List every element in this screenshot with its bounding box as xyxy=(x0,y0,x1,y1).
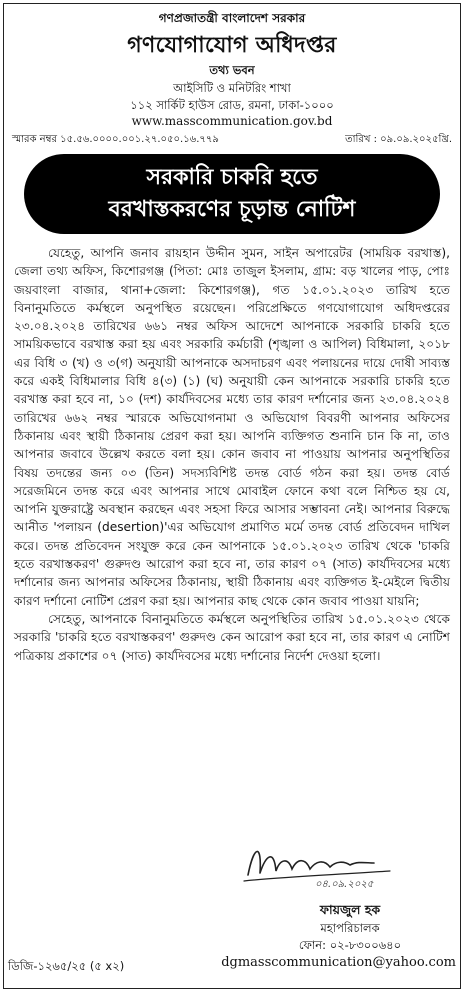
address: ১১২ সার্কিট হাউস রোড, রমনা, ঢাকা-১০০০ xyxy=(130,98,334,112)
body-paragraph-2: সেহেতু, আপনাকে বিনানুমতিতে কর্মস্থলে অনুপস্থিতির তারিখ ১৫.০১.২০২৩ থেকে সরকারি 'চাকরি হতে বরখাস্তকরণ' গুরুদণ্ড কেন আরোপ করা হবে না, তার কারণ এ নোটিশ পত্রিকায় প্রকাশের ০৭ (সাত) কার্যদিবসের মধ্যে দর্শানোর নির্দেশ দেওয়া হলো। xyxy=(14,611,450,663)
government-title: গণপ্রজাতন্ত্রী বাংলাদেশ সরকার xyxy=(158,11,306,25)
reference-row xyxy=(12,132,452,149)
banner-line-1: সরকারি চাকরি হতে xyxy=(146,165,318,190)
banner-line-2: বরখাস্তকরণের চূড়ান্ত নোটিশ xyxy=(108,197,356,222)
memo-number: স্মারক নম্বর ১৫.৫৬.০০০০.০০১.২৭.০৫০.১৬.৭৭৯ xyxy=(12,134,219,145)
advertisement-code: ডিজি-১২৬৫/২৫ (৫ x২) xyxy=(8,959,125,973)
signer-name: ফায়জুল হক xyxy=(319,902,381,917)
body-paragraph-1: যেহেতু, আপনি জনাব রায়হান উদ্দীন সুমন, সাইন অপারেটর (সাময়িক বরখাস্ত), জেলা তথ্য অফিস, কিশোরগঞ্জ (পিতা: মোঃ তাজুল ইসলাম, গ্রাম: বড় খালের পাড়, পোঃ জয়বাংলা বাজার, থানা+জেলা: কিশোরগঞ্জ), গত ১৫.০১.২০২৩ তারিখ হতে বিনানুমতিতে কর্মস্থলে অনুপস্থিত রয়েছেন। পরিপ্রেক্ষিতে গণযোগাযোগ অধিদপ্তরের ২৩.০৪.২০২৪ তারিখের ৬৬১ নম্বর অফিস আদেশে আপনাকে সরকারি চাকরি হতে সাময়িকভাবে বরখাস্ত করা হয় এবং সরকারি কর্মচারী (শৃঙ্খলা ও আপিল) বিধিমালা, ২০১৮ এর বিধি ৩ (খ) ও ৩(গ) অনুযায়ী আপনাকে অসদাচরণ এবং পলায়নের দায়ে দোষী সাব্যস্ত করে একই বিধিমালার বিধি ৪(৩) (১) (ঘ) অনুযায়ী কেন আপনাকে সরকারি চাকরি হতে বরখাস্ত করা হবে না, ১০ (দশ) কার্যদিবসের মধ্যে তার কারণ দর্শানোর জন্য ২৩.০৪.২০২৪ তারিখের ৬৬২ নম্বর স্মারকে অভিযোগনামা ও অভিযোগ বিবরণী আপনার অফিসের ঠিকানায় এবং স্থায়ী ঠিকানায় প্রেরণ করা হয়। আপনি ব্যক্তিগত শুনানি চান কি না, তাও আপনার জবাবে উল্লেখ করতে বলা হয়। কোন জবাব না পাওয়ায় আপনার অনুপস্থিতির বিষয় তদন্তের জন্য ০৩ (তিন) সদস্যবিশিষ্ট তদন্ত বোর্ড গঠন করা হয়। তদন্ত বোর্ড সরেজমিনে তদন্ত করে এবং আপনার সাথে মোবাইল ফোনে কথা বলে নিশ্চিত হয় যে, আপনি যুক্তরাষ্ট্রে অবস্থান করছেন এবং সহসা ফিরে আসার সম্ভাবনা নেই। আপনার বিরুদ্ধে আনীত 'পলায়ন (desertion)'এর অভিযোগ প্রমাণিত মর্মে তদন্ত বোর্ড প্রতিবেদন দাখিল করে। তদন্ত প্রতিবেদন সংযুক্ত করে কেন আপনাকে ১৫.০১.২০২৩ তারিখ থেকে 'চাকরি হতে বরখাস্তকরণ' গুরুদণ্ড আরোপ করা হবে না, তার কারণ ০৭ (সাত) কার্যদিবসের মধ্যে দর্শানোর জন্য আপনার অফিসের ঠিকানায়, স্থায়ী ঠিকানায় এবং ব্যক্তিগত ই-মেইলে দ্বিতীয় কারণ দর্শানো নোটিশ প্রেরণ করা হয়। আপনার কাছ থেকে কোন জবাব পাওয়া যায়নি; xyxy=(14,246,450,608)
department-title: গণযোগাযোগ অধিদপ্তর xyxy=(127,33,337,58)
memo-date: তারিখ : ০৯.০৯.২০২৫খ্রি. xyxy=(345,134,452,145)
notice-banner xyxy=(24,154,440,234)
signature-date: ০৪.০৯.২০২৫ xyxy=(315,879,374,890)
notice-body xyxy=(14,244,450,665)
signer-designation: মহাপরিচালক xyxy=(320,921,380,935)
contact-email: dgmasscommunication@yahoo.com xyxy=(221,955,456,970)
signer-phone: ফোন: ০২-৮৩০০৬৪০ xyxy=(298,938,402,952)
building-name: তথ্য ভবন xyxy=(209,63,255,77)
website-url: www.masscommunication.gov.bd xyxy=(131,114,333,128)
section-name: আইসিটি ও মনিটরিং শাখা xyxy=(173,81,291,95)
